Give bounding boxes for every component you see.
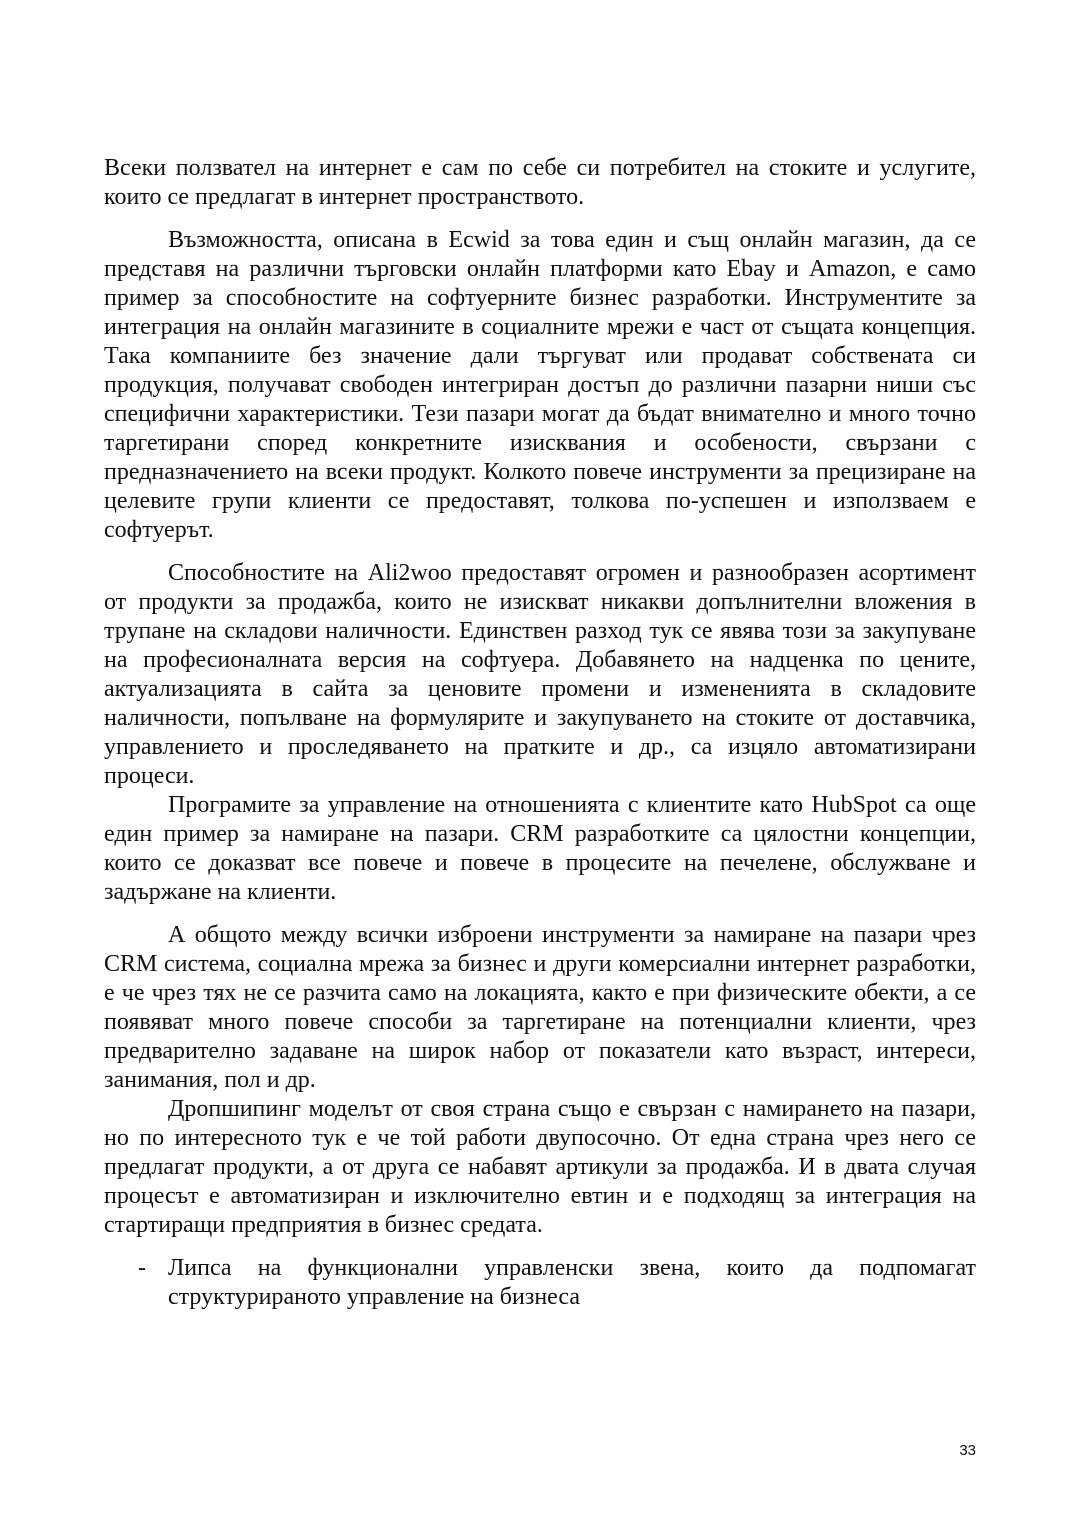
paragraph-5: А общото между всички изброени инструменти за намиране на пазари чрез CRM система, социална мрежа за бизнес и други комерсиални интернет разработки, е че чрез тях не се разчита само на локацията, както е при физическите обекти, а се появяват много повече способи за таргетиране на потенциални клиенти, чрез предварително задаване на широк набор от показатели като възраст, интереси, занимания, пол и др. — [104, 922, 976, 1093]
list-item — [104, 1254, 976, 1312]
paragraph-1: Всеки ползвател на интернет е сам по себе си потребител на стоките и услугите, които се предлагат в интернет пространството. — [104, 155, 976, 210]
paragraph-6: Дропшипинг моделът от своя страна също е свързан с намирането на пазари, но по интересното тук е че той работи двупосочно. От една страна чрез него се предлагат продукти, а от друга се набавят артикули за продажба. И в двата случая процесът е автоматизиран и изключително евтин и е подходящ за интеграция на стартиращи предприятия в бизнес средата. — [104, 1096, 976, 1238]
paragraph-3: Способностите на Ali2woo предоставят огромен и разнообразен асортимент от продукти за продажба, които не изискват никакви допълнителни вложения в трупане на складови наличности. Единствен разход тук се явява този за закупуване на професионалната версия на софтуера. Добавянето на надценка по цените, актуализацията в сайта за ценовите промени и измененията в складовите наличности, попълване на формулярите и закупуването на стоките от доставчика, управлението и проследяването на пратките и др., са изцяло автоматизирани процеси. — [104, 560, 976, 789]
bullet-text: Липса на функционални управленски звена, които да подпомагат структурираното управление на бизнеса — [168, 1255, 976, 1310]
paragraph-2: Възможността, описана в Ecwid за това един и същ онлайн магазин, да се представя на различни търговски онлайн платформи като Ebay и Amazon, е само пример за способностите на софтуерните бизнес разработки. Инструментите за интеграция на онлайн магазините в социалните мрежи е част от същата концепция. Така компаниите без значение дали търгуват или продават собствената си продукция, получават свободен интегриран достъп до различни пазарни ниши със специфични характеристики. Тези пазари могат да бъдат внимателно и много точно таргетирани според конкретните изисквания и особености, свързани с предназначението на всеки продукт. Колкото повече инструменти за прецизиране на целевите групи клиенти се предоставят, толкова по-успешен и използваем е софтуерът. — [104, 227, 976, 543]
page-number: 33 — [959, 1442, 976, 1459]
body-text — [104, 154, 976, 1312]
bullet-marker: - — [138, 1255, 146, 1281]
paragraph-4: Програмите за управление на отношенията с клиентите като HubSpot са още един пример за намиране на пазари. CRM разработките са цялостни концепции, които се доказват все повече и повече в процесите на печелене, обслужване и задържане на клиенти. — [104, 792, 976, 905]
